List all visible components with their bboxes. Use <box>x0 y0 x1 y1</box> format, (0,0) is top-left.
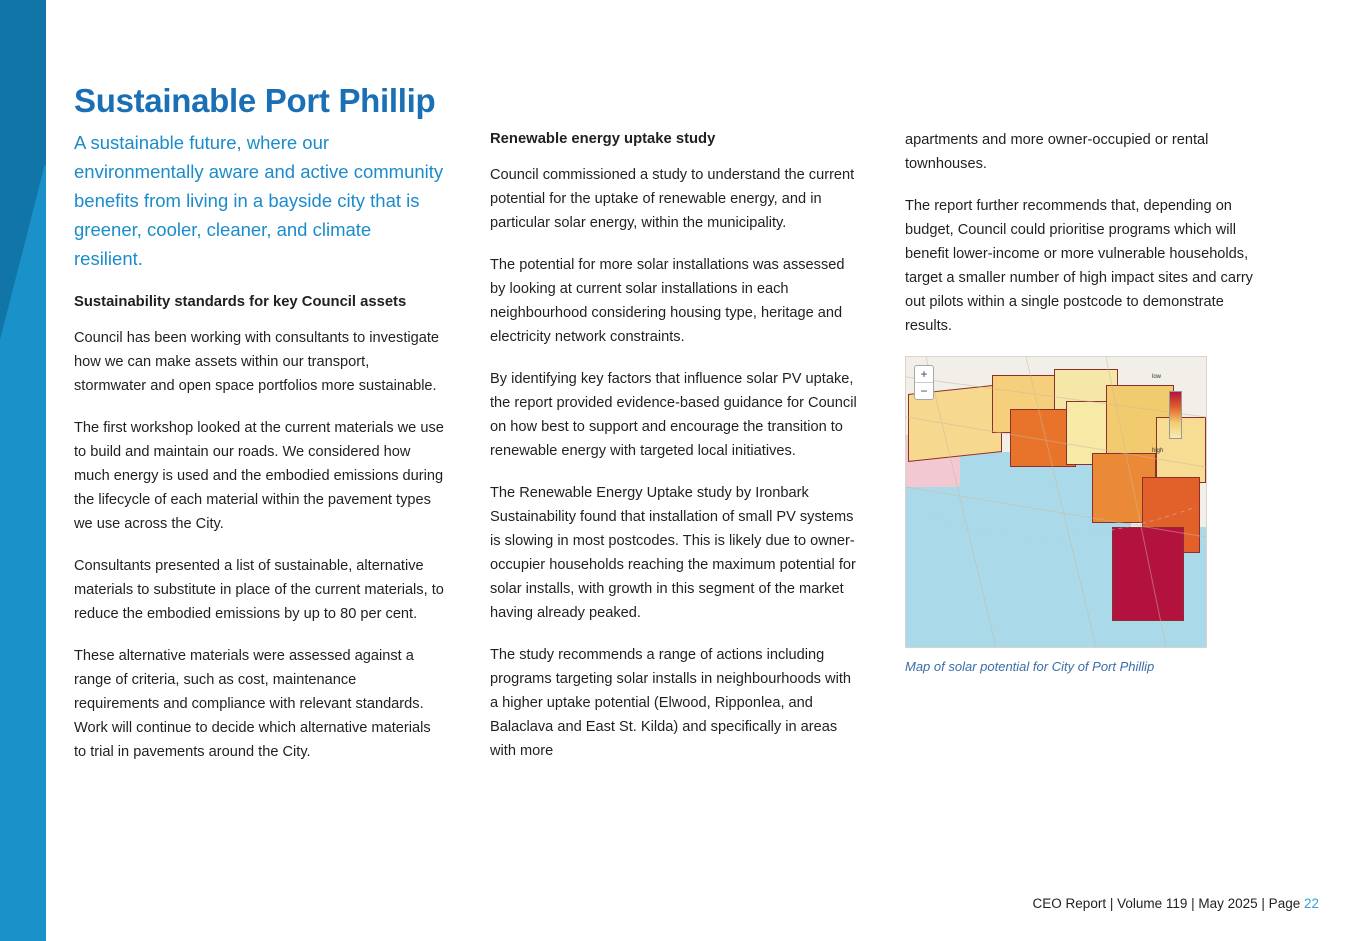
paragraph: apartments and more owner-occupied or rental townhouses. <box>905 132 1209 172</box>
left-accent-bar <box>0 0 46 941</box>
zoom-in-button[interactable]: + <box>920 367 928 381</box>
page-footer <box>1033 896 1319 911</box>
legend-label-high: high <box>1152 448 1164 454</box>
page-content <box>46 0 1347 941</box>
column-two <box>490 128 862 763</box>
paragraph: Council commissioned a study to understand the current potential for the uptake of renewable energy, and in particular solar energy, within the municipality. <box>490 167 855 231</box>
paragraph: Consultants presented a list of sustainable, alternative materials to substitute in place of the current materials, to reduce the embodied emissions by up to 80 per cent. <box>74 558 444 622</box>
paragraph: The first workshop looked at the current materials we use to build and maintain our roads. We considered how much energy is used and the embodied emissions during the lifecycle of each material within the pavement types we use across the City. <box>74 420 444 532</box>
paragraph: By identifying key factors that influence solar PV uptake, the report provided evidence-based guidance for Council on how best to support and encourage the transition to renewable energy with targeted local initiatives. <box>490 371 857 459</box>
accent-bar-dark-block <box>0 0 46 165</box>
legend-color-scale <box>1169 391 1182 439</box>
footer-text: CEO Report | Volume 119 | May 2025 | Page <box>1032 896 1304 911</box>
zoom-out-button[interactable]: − <box>915 382 933 399</box>
footer-page-number: 22 <box>1303 896 1319 911</box>
column-one-heading: Sustainability standards for key Council assets <box>74 294 407 310</box>
lede-paragraph: A sustainable future, where our environmentally aware and active community benefits from living in a bayside city that is greener, cooler, cleaner, and climate resilient. <box>74 132 444 269</box>
solar-potential-figure <box>905 356 1273 676</box>
solar-potential-map[interactable] <box>905 356 1207 648</box>
figure-caption: Map of solar potential for City of Port Phillip <box>905 659 1155 674</box>
page-title: Sustainable Port Phillip <box>74 82 436 120</box>
column-two-heading: Renewable energy uptake study <box>490 131 716 147</box>
paragraph: These alternative materials were assessed against a range of criteria, such as cost, maintenance requirements and compliance with relevant standards. Work will continue to decide which alternative materials to trial in pavements around the City. <box>74 648 431 760</box>
paragraph: The study recommends a range of actions including programs targeting solar installs in neighbourhoods with a higher uptake potential (Elwood, Ripponlea, and Balaclava and East St. Kilda) and specifically in areas with more <box>490 647 851 759</box>
paragraph: The Renewable Energy Uptake study by Ironbark Sustainability found that installation of small PV systems is slowing in most postcodes. This is likely due to owner-occupier households reaching the maximum potential for solar installs, with growth in this segment of the market having already peaked. <box>490 485 856 621</box>
paragraph: The potential for more solar installations was assessed by looking at current solar installations in each neighbourhood considering housing type, heritage and electricity network constraints. <box>490 257 845 345</box>
accent-bar-triangle <box>0 160 46 340</box>
map-zoom-controls[interactable] <box>914 365 934 400</box>
legend-label-low: low <box>1152 374 1162 380</box>
map-legend <box>1152 365 1198 463</box>
paragraph: The report further recommends that, depending on budget, Council could prioritise programs which will benefit lower-income or more vulnerable households, target a smaller number of high impact sites and carry out pilots within a single postcode to demonstrate results. <box>905 198 1253 334</box>
column-three <box>905 128 1273 676</box>
paragraph: Council has been working with consultants to investigate how we can make assets within our transport, stormwater and open space portfolios more sustainable. <box>74 330 440 394</box>
column-one <box>74 128 444 764</box>
